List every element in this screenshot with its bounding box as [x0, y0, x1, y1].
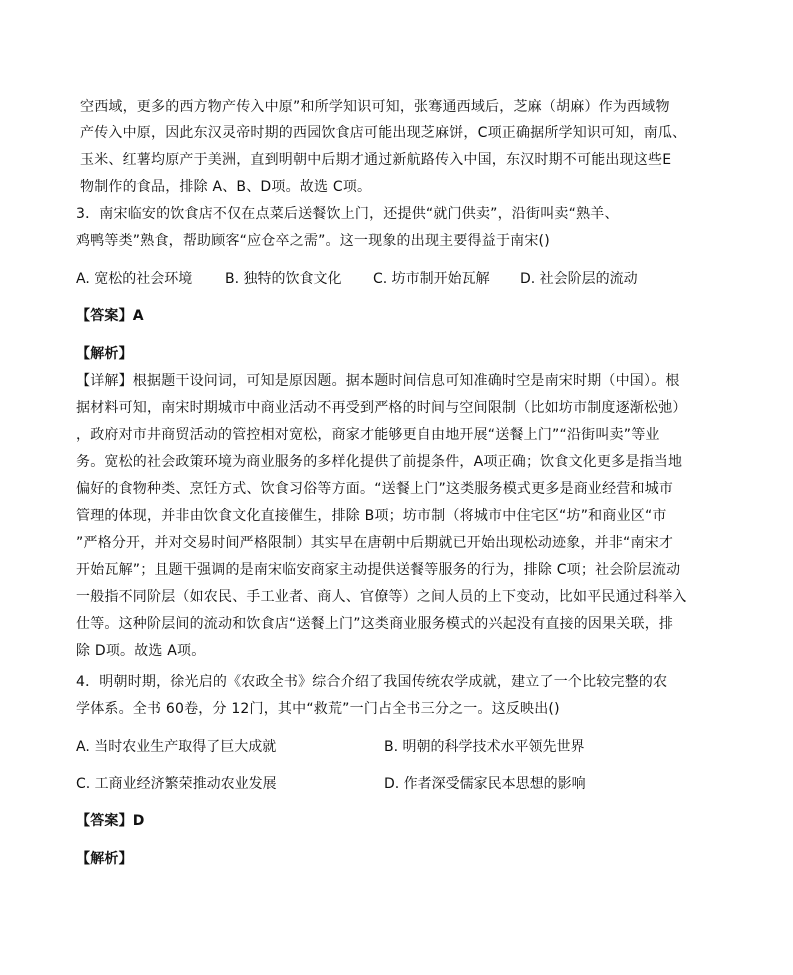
analysis-line: 除 D项。故选 A项。	[76, 643, 206, 659]
analysis-line: 玉米、红薯均原产于美洲，直到明朝中后期才通过新航路传入中国，东汉时期不可能出现这些E	[80, 152, 672, 168]
analysis-line: 偏好的食物种类、烹饪方式、饮食习俗等方面。“送餐上门”这类服务模式更多是商业经营和城市	[76, 481, 674, 497]
option-d: D. 作者深受儒家民本思想的影响	[384, 776, 586, 792]
analysis-label: 【解析】	[76, 851, 133, 867]
analysis-line: 务。宽松的社会政策环境为商业服务的多样化提供了前提条件，A项正确；饮食文化更多是指当地	[76, 454, 683, 470]
analysis-label: 【解析】	[76, 346, 133, 362]
answer-label: 【答案】D	[76, 813, 145, 829]
analysis-line: 仕等。这种阶层间的流动和饮食店“送餐上门”这类商业服务模式的兴起没有直接的因果关联，排	[76, 616, 674, 632]
question-stem-line: 4．明朝时期，徐光启的《农政全书》综合介绍了我国传统农学成就，建立了一个比较完整的农	[76, 674, 668, 690]
analysis-line: ，政府对市井商贸活动的管控相对宽松，商家才能够更自由地开展“送餐上门”“沿街叫卖”等业	[76, 427, 660, 443]
analysis-line: 管理的体现，并非由饮食文化直接催生，排除 B项；坊市制（将城市中住宅区“坊”和商业区“市	[76, 508, 667, 524]
analysis-line: 物制作的食品，排除 A、B、D项。故选 C项。	[80, 179, 372, 195]
answer-label: 【答案】A	[76, 308, 144, 324]
question-stem-line: 学体系。全书 60卷，分 12门，其中“救荒”一门占全书三分之一。这反映出()	[76, 701, 560, 717]
option-a: A. 当时农业生产取得了巨大成就	[76, 739, 277, 755]
question-stem-line: 3．南宋临安的饮食店不仅在点菜后送餐饮上门，还提供“就门供卖”，沿街叫卖“熟羊、	[76, 206, 619, 222]
option-c: C. 工商业经济繁荣推动农业发展	[76, 776, 277, 792]
option-c: C. 坊市制开始瓦解	[373, 271, 490, 287]
option-b: B. 明朝的科学技术水平领先世界	[384, 739, 585, 755]
analysis-line: 空西域，更多的西方物产传入中原”和所学知识可知，张骞通西域后，芝麻（胡麻）作为西域物	[80, 99, 670, 115]
option-b: B. 独特的饮食文化	[225, 271, 342, 287]
analysis-line: 一般指不同阶层（如农民、手工业者、商人、官僚等）之间人员的上下变动，比如平民通过科举入	[76, 589, 687, 605]
option-a: A. 宽松的社会环境	[76, 271, 193, 287]
analysis-line: 【详解】根据题干设问词，可知是原因题。据本题时间信息可知准确时空是南宋时期（中国）。根	[76, 373, 680, 389]
question-stem-line: 鸡鸭等类”熟食，帮助顾客“应仓卒之需”。这一现象的出现主要得益于南宋()	[76, 233, 550, 249]
analysis-line: 开始瓦解”；且题干强调的是南宋临安商家主动提供送餐等服务的行为，排除 C项；社会阶层流动	[76, 562, 681, 578]
analysis-line: 据材料可知，南宋时期城市中商业活动不再受到严格的时间与空间限制（比如坊市制度逐渐松弛）	[76, 400, 687, 416]
analysis-line: 产传入中原，因此东汉灵帝时期的西园饮食店可能出现芝麻饼，C项正确据所学知识可知，南瓜、	[80, 125, 687, 141]
analysis-line: ”严格分开，并对交易时间严格限制）其实早在唐朝中后期就已开始出现松动迹象，并非“南宋才	[76, 535, 674, 551]
option-d: D. 社会阶层的流动	[520, 271, 638, 287]
